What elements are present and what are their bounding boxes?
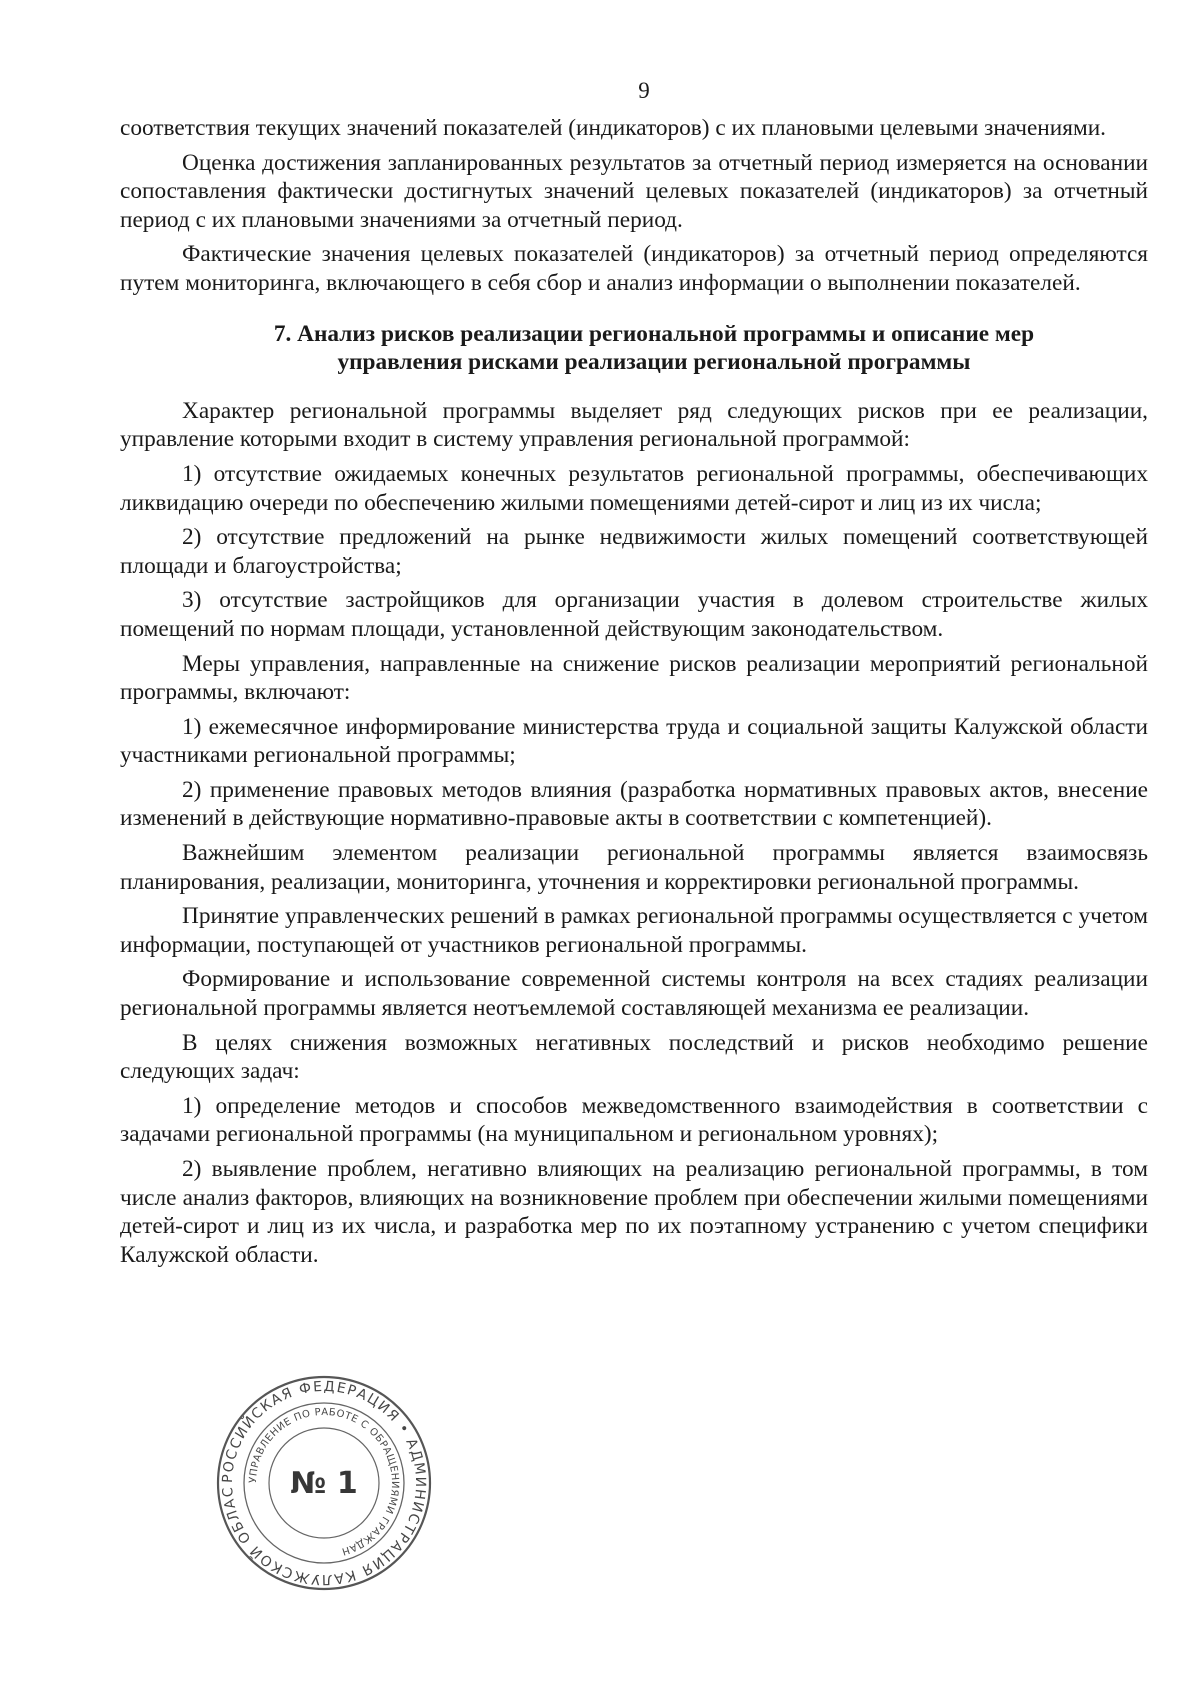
- seal-number: № 1: [290, 1466, 358, 1501]
- section-heading-line: 7. Анализ рисков реализации региональной программы и описание мер: [273, 320, 1035, 347]
- page-number: 9: [638, 78, 650, 103]
- paragraph: Принятие управленческих решений в рамках региональной программы осуществляется с учетом информации, поступающей от участников региональной программы.: [120, 903, 1148, 958]
- list-item: 1) определение методов и способов межведомственного взаимодействия в соответствии с задачами региональной программы (на муниципальном и региональном уровнях);: [120, 1092, 1148, 1148]
- section-heading-line: управления рисками реализации региональной программы: [337, 349, 971, 376]
- list-item: 3) отсутствие застройщиков для организации участия в долевом строительстве жилых помещений по нормам площади, установленной действующим законодательством.: [120, 587, 1148, 642]
- section-heading: [120, 320, 1148, 377]
- paragraph: Характер региональной программы выделяет ряд следующих рисков при ее реализации, управление которыми входит в систему управления региональной программой:: [120, 397, 1148, 453]
- list-item: 2) отсутствие предложений на рынке недвижимости жилых помещений соответствующей площади и благоустройства;: [120, 524, 1148, 579]
- paragraph: Фактические значения целевых показателей (индикаторов) за отчетный период определяются путем мониторинга, включающего в себя сбор и анализ информации о выполнении показателей.: [120, 241, 1148, 296]
- paragraph: Важнейшим элементом реализации региональной программы является взаимосвязь планирования, реализации, мониторинга, уточнения и корректировки региональной программы.: [120, 840, 1148, 895]
- list-item: 2) выявление проблем, негативно влияющих на реализацию региональной программы, в том числе анализ факторов, влияющих на возникновение проблем при обеспечении жилыми помещениями детей-сирот и лиц из их числа, и разработка мер по их поэтапному устранению с учетом специфики Калужской области.: [120, 1156, 1148, 1268]
- list-item: 1) отсутствие ожидаемых конечных результатов региональной программы, обеспечивающих ликвидацию очереди по обеспечению жилыми помещениями детей-сирот и лиц из их числа;: [120, 460, 1148, 516]
- official-seal-stamp: [214, 1371, 434, 1596]
- list-item: 1) ежемесячное информирование министерства труда и социальной защиты Калужской области участниками региональной программы;: [120, 713, 1148, 769]
- seal-outer-text: РОССИЙСКАЯ ФЕДЕРАЦИЯ • АДМИНИСТРАЦИЯ КАЛУЖСКОЙ ОБЛАС: [219, 1378, 429, 1588]
- paragraph: соответствия текущих значений показателей (индикаторов) с их плановыми целевыми значениями.: [120, 115, 1106, 141]
- list-item: 2) применение правовых методов влияния (разработка нормативных правовых актов, внесение изменений в действующие нормативно-правовые акты в соответствии с компетенцией).: [120, 776, 1148, 832]
- document-body: [120, 114, 1148, 1269]
- paragraph: В целях снижения возможных негативных последствий и рисков необходимо решение следующих задач:: [120, 1029, 1148, 1085]
- seal-inner-text: УПРАВЛЕНИЕ ПО РАБОТЕ С ОБРАЩЕНИЯМИ ГРАЖДАН: [247, 1406, 401, 1557]
- paragraph: Формирование и использование современной системы контроля на всех стадиях реализации региональной программы является неотъемлемой составляющей механизма ее реализации.: [120, 966, 1148, 1022]
- paragraph: Меры управления, направленные на снижение рисков реализации мероприятий региональной программы, включают:: [120, 650, 1148, 706]
- paragraph: Оценка достижения запланированных результатов за отчетный период измеряется на основании сопоставления фактически достигнутых значений целевых показателей (индикаторов) за отчетный период с их плановыми значениями за отчетный период.: [120, 149, 1148, 233]
